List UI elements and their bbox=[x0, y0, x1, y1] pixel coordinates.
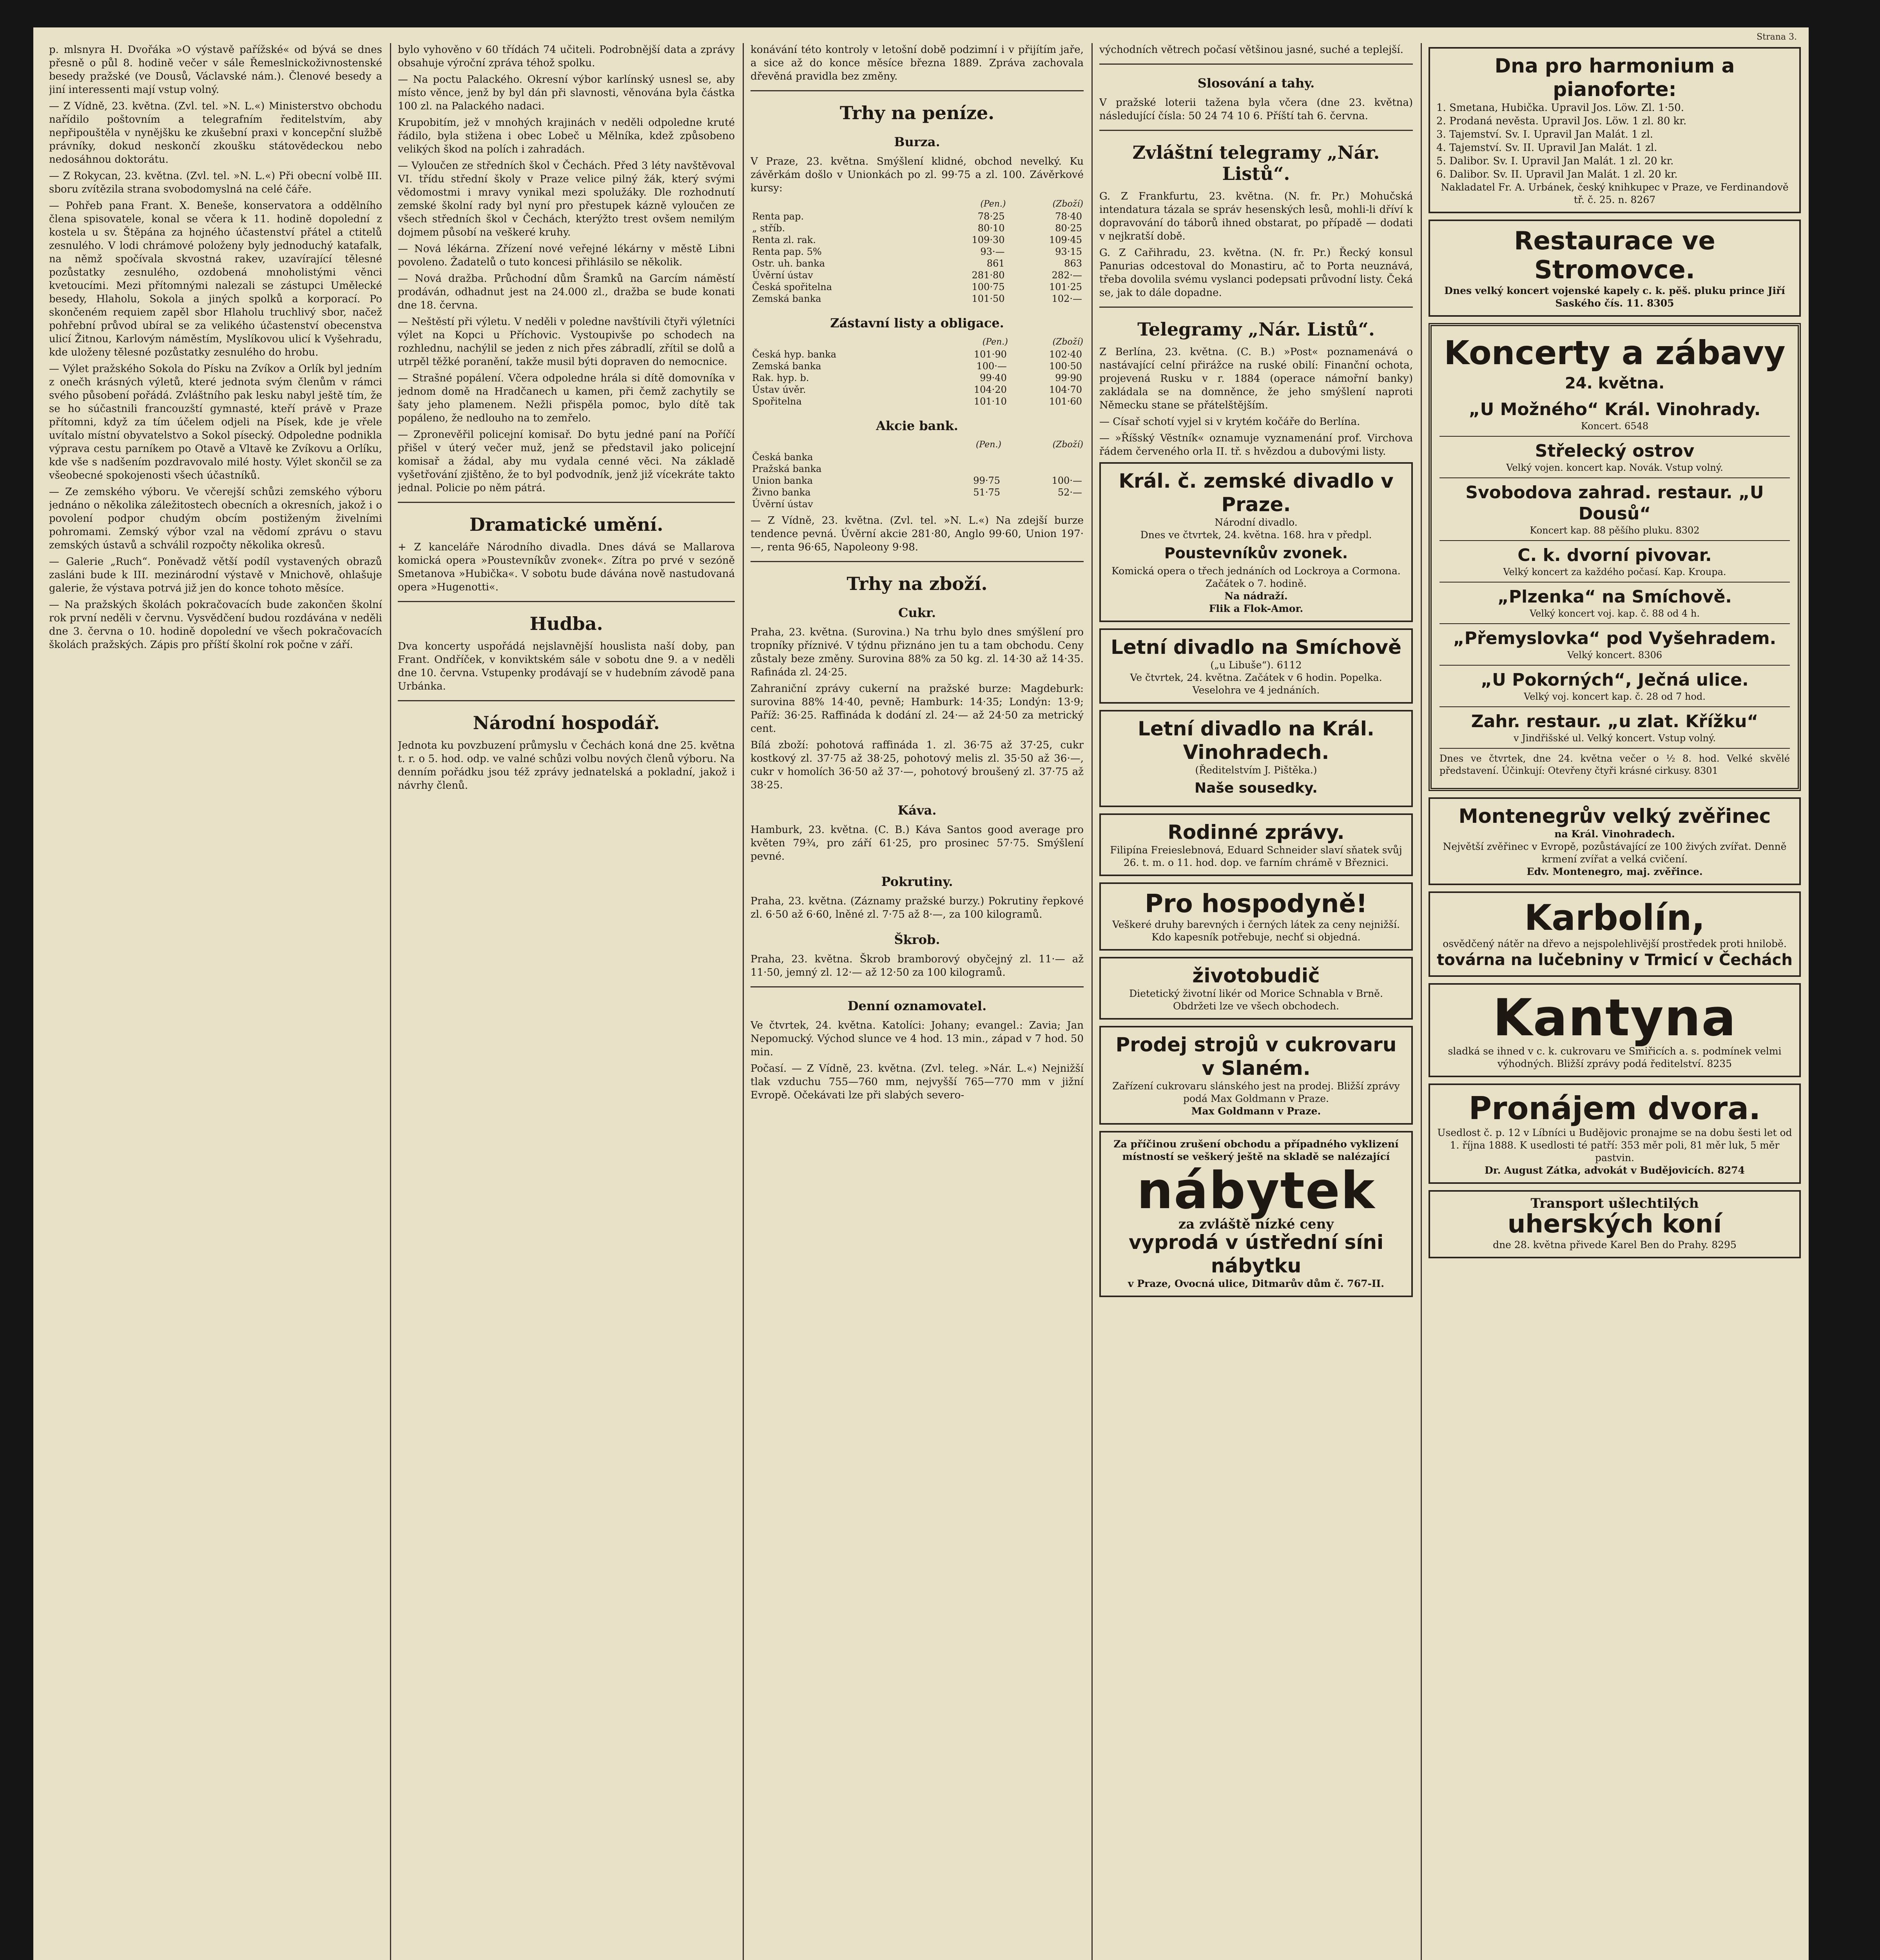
quote-name: Živno banka bbox=[752, 487, 811, 498]
ad-signature: Dr. August Zátka, advokát v Budějovicích. 8274 bbox=[1485, 1165, 1745, 1176]
ad-text: Největší zvěřinec v Evropě, pozůstávající ze 100 živých zvířat. Denně krmení zvířat a velká cvičení. bbox=[1443, 841, 1787, 865]
section-divider bbox=[751, 561, 1084, 562]
ad-title: životobudič bbox=[1192, 964, 1320, 987]
quote-ask: 100·— bbox=[1051, 475, 1082, 486]
quote-row bbox=[751, 384, 1084, 396]
column-2 bbox=[398, 43, 735, 1960]
quote-bid: 109·30 bbox=[972, 234, 1005, 245]
article-paragraph: — Nová lékárna. Zřízení nové veřejné lékárny v městě Libni povoleno. Žadatelů o tuto koncesi přihlásilo se několik. bbox=[398, 243, 735, 268]
ad-signature: Max Goldmann v Praze. bbox=[1191, 1105, 1321, 1117]
quote-ask bbox=[1002, 463, 1084, 475]
quote-ask: 100·50 bbox=[1049, 361, 1082, 372]
quote-row bbox=[751, 211, 1084, 222]
article-paragraph: — Ze zemského výboru. Ve včerejší schůzi zemského výboru jednáno o několika záležitostech obecních a okresních, jakož i o povolení podpor chudým obcím postiženým živelními pohromami. Zemský výbor vzal na vědomí zprávu o stavu zemských ústavů a schválil rozpočty několika okresů. bbox=[49, 486, 382, 551]
article-paragraph: p. mlsnyra H. Dvořáka »O výstavě pařížské« od bývá se dnes přesně o půl 8. hodině večer v sále Řemeslnickoživnostenské besedy pražské (ve Dousů, Václavské nám.). Členové besedy a jiní interessenti mají vstup volný. bbox=[49, 44, 382, 96]
ad-title: Král. č. zemské divadlo v Praze. bbox=[1119, 470, 1394, 516]
quote-ask: 104·70 bbox=[1049, 384, 1082, 395]
ad-title: Pro hospodyně! bbox=[1145, 889, 1367, 918]
section-heading-penize: Trhy na peníze. bbox=[839, 102, 995, 123]
venue-detail: Velký vojen. koncert kap. Novák. Vstup volný. bbox=[1439, 462, 1790, 478]
subheading-akcie: Akcie bank. bbox=[876, 418, 958, 433]
section-heading-drama: Dramatické umění. bbox=[469, 514, 664, 535]
subheading-pokrutiny: Pokrutiny. bbox=[881, 874, 953, 889]
quote-name: Úvěrní ústav bbox=[752, 499, 813, 510]
quote-bid: 51·75 bbox=[973, 487, 1001, 498]
section-heading-telegramy-2: Telegramy „Nár. Listů“. bbox=[1137, 319, 1375, 340]
section-heading-telegramy: Zvláštní telegramy „Nár. Listů“. bbox=[1132, 142, 1380, 184]
quote-row bbox=[751, 281, 1084, 293]
newspaper-page bbox=[33, 27, 1809, 1960]
ad-subtitle: na Král. Vinohradech. bbox=[1554, 828, 1675, 840]
ad-title: Letní divadlo na Král. Vinohradech. bbox=[1138, 717, 1374, 764]
ad-text: za zvláště nízké ceny bbox=[1178, 1216, 1334, 1232]
quote-bid: 100·— bbox=[976, 361, 1007, 372]
quote-ask: 80·25 bbox=[1055, 223, 1082, 234]
venue-detail: Velký koncert voj. kap. č. 88 od 4 h. bbox=[1439, 608, 1790, 624]
article-paragraph: Ve čtvrtek, 24. května. Katolíci: Johany; evangel.: Zavia; Jan Nepomucký. Východ slunce ve 4 hod. 13 min., západ v 7 hod. 50 min. bbox=[751, 1020, 1084, 1058]
ad-title: Karbolín, bbox=[1524, 897, 1705, 938]
quote-row bbox=[751, 451, 1084, 463]
quotes-header bbox=[751, 336, 933, 348]
quote-bid: 78·25 bbox=[977, 211, 1005, 222]
quote-row bbox=[751, 372, 1084, 384]
ad-subtitle: (Ředitelstvím J. Pištěka.) bbox=[1195, 764, 1317, 776]
quote-bid: 99·40 bbox=[980, 372, 1007, 383]
section-divider bbox=[1099, 130, 1413, 131]
quote-name: Zemská banka bbox=[752, 293, 821, 304]
ad-publisher: Nakladatel Fr. A. Urbánek, český knihkupec v Praze, ve Ferdinandově tř. č. 25. n. 8267 bbox=[1441, 181, 1789, 205]
article-paragraph: — Na poctu Palackého. Okresní výbor karlínský usnesl se, aby místo věnce, jenž by byl dán při slavnosti, věnována byla částka 100 zl. na Palackého nadaci. bbox=[398, 74, 735, 112]
quote-name: Česká banka bbox=[752, 452, 813, 463]
list-item: 5. Dalibor. Sv. I. Upravil Jan Malát. 1 zl. 20 kr. bbox=[1436, 155, 1674, 167]
ad-nabytek bbox=[1099, 1131, 1413, 1297]
quote-row bbox=[751, 348, 1084, 360]
quotes-header: (Zboží) bbox=[1052, 199, 1083, 209]
column-rule bbox=[1091, 43, 1093, 1960]
section-divider bbox=[398, 601, 735, 602]
ad-pro-hospodyne bbox=[1099, 882, 1413, 951]
ad-text: osvědčený nátěr na dřevo a nejspolehlivější prostředek proti hnilobě. bbox=[1443, 938, 1787, 949]
ad-zivotobudic bbox=[1099, 957, 1413, 1020]
quotes-header: (Pen.) bbox=[975, 440, 1002, 450]
article-paragraph: — Na pražských školách pokračovacích bude zakončen školní rok první neděli v červnu. Vysvědčení budou rozdávána v neděli dne 3. června o 10. hodině dopolední ve všech pokračovacích školách pražských. Zápis pro příští školní rok počne v září. bbox=[49, 599, 382, 651]
quote-name: Ostr. uh. banka bbox=[752, 258, 825, 269]
quotes-table-shares bbox=[751, 439, 1084, 510]
subheading-skrob: Škrob. bbox=[894, 932, 940, 947]
quote-name: „ stříb. bbox=[752, 223, 785, 234]
ad-pronajem-dvora bbox=[1429, 1083, 1801, 1184]
venue-name: „Plzenka“ na Smíchově. bbox=[1497, 587, 1732, 607]
quotes-header bbox=[751, 439, 928, 451]
article-paragraph: — Vyloučen ze středních škol v Čechách. Před 3 léty navštěvoval VI. třídu střední školy v Praze velice pilný žák, který svými vědomostmi i mravy vynikal mezi spolužáky. Dle rozhodnutí zemské školní rady byl nyní pro přestupek kázně vyloučen ze všech středních škol v Čechách, kterýžto trest ovšem nemilým dojmem působí na veškeré kruhy. bbox=[398, 160, 735, 238]
quote-ask: 78·40 bbox=[1055, 211, 1082, 222]
column-rule bbox=[743, 43, 744, 1960]
ad-text: Veškeré druhy barevných i černých látek za ceny nejnižší. Kdo kapesník potřebuje, nechť si objedná. bbox=[1112, 919, 1400, 943]
ad-play-title: Naše sousedky. bbox=[1195, 780, 1318, 796]
section-divider bbox=[751, 986, 1084, 987]
venue-name: Střelecký ostrov bbox=[1535, 441, 1695, 461]
article-paragraph: — »Říšský Věstník« oznamuje vyznamenání prof. Virchova řádem červeného orla II. tř. s hvězdou a dubovými listy. bbox=[1099, 432, 1413, 457]
article-paragraph: Krupobitím, jež v mnohých krajinách v neděli odpoledne kruté řádilo, byla stižena i obec Lobeč u Mělníka, kdež způsobeno velikých škod na polích i zahradách. bbox=[398, 117, 735, 155]
ad-subtitle: Národní divadlo. bbox=[1215, 517, 1298, 528]
venue-name: Zahr. restaur. „u zlat. Křížku“ bbox=[1471, 711, 1759, 731]
ad-text: Dnes velký koncert vojenské kapely c. k. pěš. pluku prince Jiří Saského čís. 11. 8305 bbox=[1444, 285, 1785, 309]
quote-name: Česká hyp. banka bbox=[752, 349, 836, 360]
quote-bid: 100·75 bbox=[972, 281, 1005, 292]
subheading-cukr: Cukr. bbox=[898, 605, 936, 620]
ad-letni-divadlo-smichov bbox=[1099, 628, 1413, 704]
article-paragraph: G. Z Cařihradu, 23. května. (N. fr. Pr.) Řecký konsul Panurias odcestoval do Monastiru, ač to Porta neuznává, třeba dovolila svému vyslanci podepsati průvodní listy. Čeká se, jak to dále dopadne. bbox=[1099, 247, 1413, 299]
quote-name: Pražská banka bbox=[752, 463, 822, 474]
ad-text: Zařízení cukrovaru slánského jest na prodej. Bližší zprávy podá Max Goldmann v Praze. bbox=[1112, 1080, 1400, 1104]
column-3 bbox=[751, 43, 1084, 1960]
list-item: 3. Tajemství. Sv. I. Upravil Jan Malát. 1 zl. bbox=[1436, 129, 1653, 140]
article-paragraph: východních větrech počasí většinou jasné, suché a teplejší. bbox=[1099, 44, 1403, 56]
quote-ask: 282·— bbox=[1051, 270, 1082, 281]
quote-row bbox=[751, 293, 1084, 305]
article-paragraph: + Z kanceláře Národního divadla. Dnes dává se Mallarova komická opera »Poustevníkův zvonek«. Zítra po prvé v sezóně Smetanova »Hubička«. V sobotu bude dávána nově nastudovaná opera »Hugenotti«. bbox=[398, 541, 735, 593]
column-rule bbox=[1421, 43, 1422, 1960]
article-paragraph: — Z Vídně, 23. května. (Zvl. tel. »N. L.«) Na zdejší burze tendence pevná. Úvěrní akcie 281·80, Anglo 99·60, Union 197·—, renta 96·65, Napoleony 9·98. bbox=[751, 515, 1084, 553]
quotes-header: (Zboží) bbox=[1052, 337, 1083, 347]
article-paragraph: Zahraniční zprávy cukerní na pražské burze: Magdeburk: surovina 88% 14·40, pevně; Hamburk: 14·35; Londýn: 13·9; Paříž: 36·25. Raffináda k dodání zl. 24·— až 24·50 za metrický cent. bbox=[751, 683, 1084, 735]
quote-row bbox=[751, 396, 1084, 407]
ad-kantyna bbox=[1429, 983, 1801, 1077]
ad-title: uherských koní bbox=[1507, 1210, 1722, 1239]
quote-ask: 102·— bbox=[1051, 293, 1082, 304]
quote-name: Renta zl. rak. bbox=[752, 234, 816, 245]
venue-name: C. k. dvorní pivovar. bbox=[1517, 545, 1712, 565]
ad-transport-koni bbox=[1429, 1190, 1801, 1258]
ad-title: Montenegrův velký zvěřinec bbox=[1458, 805, 1771, 828]
quote-row bbox=[751, 463, 1084, 475]
article-paragraph: Bílá zboží: pohotová raffináda 1. zl. 36·75 až 37·25, cukr kostkový zl. 37·75 až 38·25, pohotový melis zl. 35·50 až 36·—, cukr v homolích 36·50 až 37·—, pohotový broušený zl. 37·75 až 38·25. bbox=[751, 739, 1084, 791]
venue-name: „U Pokorných“, Ječná ulice. bbox=[1481, 670, 1749, 690]
quote-name: Rak. hyp. b. bbox=[752, 372, 809, 383]
quotes-header: (Zboží) bbox=[1052, 440, 1083, 450]
koncerty-note: Dnes ve čtvrtek, dne 24. května večer o ½ 8. hod. Velké skvělé představení. Účinkují: Otevřeny čtyři krásné cirkusy. 8301 bbox=[1439, 753, 1790, 776]
section-divider bbox=[751, 90, 1084, 91]
quote-name: Ústav úvěr. bbox=[752, 384, 806, 395]
article-paragraph: — Neštěstí při výletu. V neděli v poledne navštívili čtyři výletníci výlet na Kopci u Příchovic. Vystoupivše po schodech na rozhlednu, nachýlil se jeden z nich přes zábradlí, zřítil se dolů a utrpěl těžké poranění, takže musil býti dopraven do nemocnice. bbox=[398, 316, 735, 368]
list-item: 2. Prodaná nevěsta. Upravil Jos. Löw. 1 zl. 80 kr. bbox=[1436, 115, 1687, 127]
ad-restaurace-stromovka bbox=[1429, 220, 1801, 317]
article-paragraph: — Výlet pražského Sokola do Písku na Zvíkov a Orlík byl jedním z onečh krásných výletů, které jednota svým členům v rámci svého působení pořádá. Zvláštního pak lesku nabyl ještě tím, že se ho súčastnili francouzští gymnasté, kteří právě v Praze přítomni, když za tím účelem odjeli na Písek, kde je vřele uvítalo místní obyvatelstvo a Sokol písecký. Odpoledne podnikla výprava cestu parníkem po Otavě a Vltavě ke Zvíkovu a Orlíku, kde vše s nadšením pozdravovalo milé hosty. Výlet skončil se za všeobecné spokojenosti všech účastníků. bbox=[49, 363, 382, 481]
column-4 bbox=[1099, 43, 1413, 1960]
list-item: 6. Dalibor. Sv. II. Upravil Jan Malát. 1 zl. 20 kr. bbox=[1436, 169, 1678, 180]
quote-row bbox=[751, 258, 1084, 269]
quote-name: Česká spořitelna bbox=[752, 281, 832, 292]
ad-subtitle: Transport ušlechtilých bbox=[1530, 1196, 1699, 1211]
article-paragraph: — Strašné popálení. Včera odpoledne hrála si dítě domovníka v jednom domě na Hradčanech u kamen, při čemž zachytily se šaty jeho plamenem. Nežli přispěla pomoc, bylo dítě tak popáleno, že nedlouho na to zemřelo. bbox=[398, 372, 735, 424]
column-1 bbox=[49, 43, 382, 1960]
quote-ask: 863 bbox=[1064, 258, 1082, 269]
quote-ask: 109·45 bbox=[1049, 234, 1082, 245]
quote-ask: 101·60 bbox=[1049, 396, 1082, 407]
article-paragraph: — Z Rokycan, 23. května. (Zvl. tel. »N. L.«) Při obecní volbě III. sboru zvítězila strana svobodomyslná na celé čáře. bbox=[49, 170, 382, 195]
quote-name: Renta pap. bbox=[752, 211, 804, 222]
page-corner-label: Strana 3. bbox=[1757, 32, 1797, 42]
article-paragraph: G. Z Frankfurtu, 23. května. (N. fr. Pr.) Mohučská intendatura tázala se správ hesenských lesů, mohli-li dříví k dopravování do táborů ihned obstarat, po případě — dodati v nejkratší době. bbox=[1099, 191, 1413, 242]
article-paragraph: bylo vyhověno v 60 třídách 74 učiteli. Podrobnější data a zprávy obsahuje výroční zpráva téhož spolku. bbox=[398, 44, 735, 69]
quote-bid: 80·10 bbox=[977, 223, 1005, 234]
article-paragraph: Praha, 23. května. (Surovina.) Na trhu bylo dnes smýšlení pro tropníky příznivé. V týdnu přiznáno jen tu a tam obchodu. Ceny zůstaly beze změny. Surovina 88% za 50 kg. zl. 14·30 až 14·35. Rafináda zl. 24·25. bbox=[751, 626, 1084, 678]
quote-ask bbox=[1002, 451, 1084, 463]
ad-text: Filipína Freieslebnová, Eduard Schneider slaví sňatek svůj 26. t. m. o 11. hod. dop. ve farním chrámě v Březnici. bbox=[1110, 844, 1402, 868]
koncerty-title: Koncerty a zábavy bbox=[1444, 334, 1786, 372]
article-paragraph: — Galerie „Ruch“. Poněvadž větší podíl vystavených obrazů zasláni bude k III. mezinárodní výstavě v Mnichově, ohlašuje galerie, že výstava potrvá již jen do konce tohoto měsíce. bbox=[49, 556, 382, 594]
venue-detail: Velký voj. koncert kap. č. 28 od 7 hod. bbox=[1439, 691, 1790, 707]
section-divider bbox=[398, 700, 735, 701]
ad-text: Na nádraží. bbox=[1224, 590, 1288, 602]
article-paragraph: — Zpronevěřil policejní komisař. Do bytu jedné paní na Poříčí přišel v úterý večer muž, jenž se představil jako policejní komisař a žádal, aby mu vydala cenné věci. Na základě vyšetřování zjištěno, že to byl podvodník, jenž již vícekráte takto jednal. Policie po něm pátrá. bbox=[398, 429, 735, 494]
quote-bid: 101·50 bbox=[972, 293, 1005, 304]
section-divider bbox=[398, 502, 735, 503]
ad-address: v Praze, Ovocná ulice, Ditmarův dům č. 767-II. bbox=[1128, 1278, 1384, 1289]
quote-bid: 93·— bbox=[980, 246, 1005, 257]
quote-bid: 99·75 bbox=[973, 475, 1001, 486]
section-heading-hudba: Hudba. bbox=[529, 613, 603, 634]
ad-prodej-stroju bbox=[1099, 1026, 1413, 1125]
ad-title: nábytek bbox=[1137, 1161, 1376, 1220]
column-rule bbox=[390, 43, 391, 1960]
article-paragraph: konávání této kontroly v letošní době podzimní i v přijítím jaře, a sice až do konce měsíce března 1889. Zpráva zachovala dřevěná pravidla bez změny. bbox=[751, 44, 1084, 82]
article-paragraph: — Nová dražba. Průchodní dům Šramků na Garcím náměstí prodáván, odhadnut jest na 24.000 zl., dražba se bude konati dne 18. června. bbox=[398, 273, 735, 311]
ad-title: Dna pro harmonium a pianoforte: bbox=[1494, 54, 1735, 101]
list-item: 1. Smetana, Hubička. Upravil Jos. Löw. Zl. 1·50. bbox=[1436, 102, 1684, 114]
column-5 bbox=[1429, 43, 1801, 1960]
article-paragraph: Počasí. — Z Vídně, 23. května. (Zvl. teleg. »Nár. L.«) Nejnižší tlak vzduchu 755—760 mm, nejvyšší 765—770 mm v jižní Evropě. Očekávati lze při slabých severo- bbox=[751, 1063, 1084, 1101]
ad-text: vyprodá v ústřední síni nábytku bbox=[1128, 1231, 1384, 1277]
quote-bid bbox=[928, 498, 1002, 510]
venue-detail: Koncert. 6548 bbox=[1439, 420, 1790, 437]
article-paragraph: Praha, 23. května. Škrob bramborový obyčejný zl. 11·— až 11·50, jemný zl. 12·— až 12·50 za 100 kilogramů. bbox=[751, 953, 1084, 978]
quotes-header: (Pen.) bbox=[982, 337, 1008, 347]
venue-detail: Velký koncert za každého počasí. Kap. Kroupa. bbox=[1439, 566, 1790, 583]
quote-name: Úvěrní ústav bbox=[752, 270, 813, 281]
article-paragraph: Z Berlína, 23. května. (C. B.) »Post« poznamenává o nastávající celní přirážce na ruské obilí: Finanční ochota, projevená Rusku v r. 1884 (operace námořní banky) zakládala se na domněnce, že jeho smýšlení naproti Německu stane se přátelštějším. bbox=[1099, 346, 1413, 411]
venue-name: Svobodova zahrad. restaur. „U Dousů“ bbox=[1465, 483, 1764, 524]
ad-title: Rodinné zprávy. bbox=[1168, 821, 1345, 844]
list-item: 4. Tajemství. Sv. II. Upravil Jan Malát. 1 zl. bbox=[1436, 142, 1657, 154]
quote-name: Union banka bbox=[752, 475, 813, 486]
quote-bid: 101·90 bbox=[974, 349, 1007, 360]
quote-ask: 93·15 bbox=[1055, 246, 1082, 257]
quote-bid: 101·10 bbox=[974, 396, 1007, 407]
ad-text: Dietetický životní likér od Morice Schnabla v Brně. Obdržeti lze ve všech obchodech. bbox=[1129, 988, 1383, 1012]
koncerty-date: 24. května. bbox=[1565, 374, 1665, 392]
ad-text: Usedlost č. p. 12 v Líbníci u Budějovic pronajme se na dobu šesti let od 1. října 1888. K usedlosti té patří: 353 měr poli, 81 měr luk, 5 měr pastvin. bbox=[1437, 1127, 1792, 1163]
section-heading-hospodar: Národní hospodář. bbox=[473, 712, 660, 733]
quote-row bbox=[751, 360, 1084, 372]
quotes-table-rents bbox=[751, 198, 1084, 305]
ad-narodni-divadlo bbox=[1099, 462, 1413, 622]
quote-row bbox=[751, 234, 1084, 246]
section-heading-denni: Denní oznamovatel. bbox=[847, 998, 987, 1013]
quote-ask: 99·90 bbox=[1055, 372, 1082, 383]
ad-text: Ve čtvrtek, 24. května. Začátek v 6 hodin. Popelka. Veselohra ve 4 jednáních. bbox=[1130, 672, 1382, 696]
quote-row bbox=[751, 269, 1084, 281]
ad-text: továrna na lučebniny v Trmicí v Čechách bbox=[1437, 951, 1793, 969]
article-paragraph: Praha, 23. května. (Záznamy pražské burzy.) Pokrutiny řepkové zl. 6·50 až 6·60, lněné zl. 7·75 až 8·—, za 100 kilogramů. bbox=[751, 895, 1084, 920]
article-paragraph: — Pohřeb pana Frant. X. Beneše, konservatora a oddělního člena spisovatele, konal se včera k 11. hodině dopolední z kostela u sv. Štěpána za hojného účastenství přátel a ctitelů zesnulého. V lodi chrámové položeny byly jednoduchý katafalk, na němž spočívala skvostná rakev, uzavírající tělesné pozůstatky zesnulého, ozdobená mnoholistými věnci kvetoucími. Mezi přítomnými nalezali se zástupci Umělecké besedy, Hlaholu, Sokola a jiných spolků a korporací. Po skončeném requiem zapěl sbor Hlaholu truchlivý sbor, načež pohřební průvod ubíral se za velikého účastenství obecenstva ulicí Žitnou, Karlovým náměstím, Myslíkovou ulicí k Vyšehradu, kde uloženy tělesné pozůstatky zesnulého do hrobu. bbox=[49, 200, 382, 358]
ad-title: Pronájem dvora. bbox=[1468, 1090, 1761, 1127]
quote-ask bbox=[1002, 498, 1084, 510]
article-paragraph: Dva koncerty uspořádá nejslavnější houslista naší doby, pan Frant. Ondříček, v konviktském sále v sobotu dne 9. a v neděli dne 10. června. Vstupenky prodávají se v hudebním závodě pana Urbánka. bbox=[398, 641, 735, 692]
quote-row bbox=[751, 486, 1084, 498]
quote-row bbox=[751, 498, 1084, 510]
article-paragraph: V Praze, 23. května. Smýšlení klidné, obchod nevelký. Ku závěrkám došlo v Unionkách po zl. 99·75 a zl. 100. Závěrkové kursy: bbox=[751, 156, 1084, 194]
venue-detail: Koncert kap. 88 pěšího pluku. 8302 bbox=[1439, 524, 1790, 541]
quote-bid: 861 bbox=[986, 258, 1005, 269]
article-paragraph: V pražské loterii tažena byla včera (dne 23. května) následující čísla: 50 24 74 10 6. Příští tah 6. června. bbox=[1099, 97, 1413, 122]
quote-row bbox=[751, 222, 1084, 234]
quotes-table-bonds bbox=[751, 336, 1084, 407]
ad-title: Kantyna bbox=[1492, 988, 1737, 1047]
ad-title: Letní divadlo na Smíchově bbox=[1111, 636, 1401, 659]
section-divider bbox=[1099, 64, 1413, 65]
ad-text: Komická opera o třech jednáních od Lockroya a Cormona. Začátek o 7. hodině. bbox=[1111, 565, 1401, 589]
ad-text: Dnes ve čtvrtek, 24. května. 168. hra v předpl. bbox=[1140, 529, 1372, 541]
article-paragraph: — Císař schotí vyjel si v krytém kočáře do Berlína. bbox=[1099, 416, 1360, 428]
section-heading-slosovani: Slosování a tahy. bbox=[1197, 76, 1315, 91]
ad-letni-divadlo-vinohrady bbox=[1099, 710, 1413, 807]
ad-text: dne 28. května přivede Karel Ben do Prahy. 8295 bbox=[1493, 1239, 1737, 1250]
venue-name: „Přemyslovka“ pod Vyšehradem. bbox=[1453, 628, 1777, 648]
quote-ask: 52·— bbox=[1057, 487, 1082, 498]
quote-ask: 102·40 bbox=[1049, 349, 1082, 360]
subheading-kava: Káva. bbox=[897, 803, 937, 818]
quote-row bbox=[751, 475, 1084, 486]
section-heading-zbozi: Trhy na zboží. bbox=[847, 573, 988, 594]
ad-title: Restaurace ve Stromovce. bbox=[1514, 227, 1715, 285]
ad-text: sladká se ihned v c. k. cukrovaru ve Smiřicích a. s. podmínek velmi výhodných. Bližší zprávy podá ředitelství. 8235 bbox=[1448, 1045, 1782, 1069]
ad-subtitle: („u Libuše“). 6112 bbox=[1210, 659, 1302, 671]
article-paragraph: Jednota ku povzbuzení průmyslu v Čechách koná dne 25. května t. r. o 5. hod. odp. ve valné schůzi volbu nových členů výboru. Na denním pořádku jsou též zprávy jednatelská a pokladní, jakož i návrhy členů. bbox=[398, 740, 735, 791]
ad-text: Flik a Flok-Amor. bbox=[1209, 603, 1303, 614]
subheading-burza: Burza. bbox=[894, 134, 940, 149]
quote-bid: 281·80 bbox=[972, 270, 1005, 281]
venue-detail: Velký koncert. 8306 bbox=[1439, 649, 1790, 666]
venue-detail: v Jindřišské ul. Velký koncert. Vstup volný. bbox=[1439, 732, 1790, 749]
quote-name: Zemská banka bbox=[752, 361, 821, 372]
article-paragraph: Hamburk, 23. května. (C. B.) Káva Santos good average pro květen 79¾, pro září 61·25, pro prosinec 57·75. Smýšlení pevné. bbox=[751, 824, 1084, 862]
quote-name: Spořitelna bbox=[752, 396, 802, 407]
quote-bid bbox=[928, 463, 1002, 475]
ad-text: Za příčinou zrušení obchodu a případného vyklizení místností se veškerý ještě na skladě se nalézající bbox=[1113, 1138, 1399, 1162]
ad-play-title: Poustevníkův zvonek. bbox=[1164, 544, 1348, 562]
quotes-header bbox=[751, 198, 929, 211]
koncerty-box bbox=[1429, 323, 1801, 791]
ad-rodinne-zpravy bbox=[1099, 813, 1413, 876]
section-divider bbox=[1099, 307, 1413, 308]
quotes-header: (Pen.) bbox=[980, 199, 1006, 209]
ad-karbolin bbox=[1429, 891, 1801, 977]
ad-title: Prodej strojů v cukrovaru v Slaném. bbox=[1115, 1033, 1397, 1080]
quote-bid: 104·20 bbox=[974, 384, 1007, 395]
quote-bid bbox=[928, 451, 1002, 463]
ad-zverinec bbox=[1429, 797, 1801, 885]
subheading-zastavni: Zástavní listy a obligace. bbox=[830, 316, 1004, 330]
quote-row bbox=[751, 246, 1084, 258]
quote-ask: 101·25 bbox=[1049, 281, 1082, 292]
venue-name: „U Možného“ Král. Vinohrady. bbox=[1468, 399, 1761, 419]
quote-name: Renta pap. 5% bbox=[752, 246, 822, 257]
ad-item-list bbox=[1436, 101, 1793, 181]
ad-harmonium bbox=[1429, 47, 1801, 213]
ad-signature: Edv. Montenegro, maj. zvěřince. bbox=[1526, 866, 1703, 877]
article-paragraph: — Z Vídně, 23. května. (Zvl. tel. »N. L.«) Ministerstvo obchodu nařídilo poštovním a telegrafním ředitelstvím, aby nepřipouštěla v nynějšku ke zkušební praxi v koncepční službě právníky, dokud neskončí zkoušku státovědeckou nebo nedosáhnou doktorátu. bbox=[49, 100, 382, 165]
